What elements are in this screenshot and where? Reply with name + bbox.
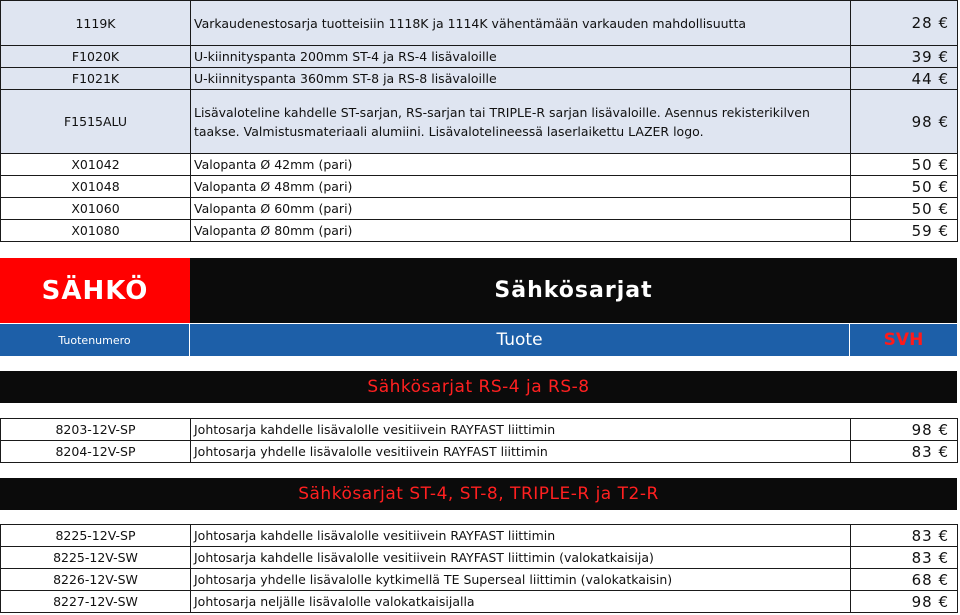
product-description: Johtosarja yhdelle lisävalolle kytkimellä TE Superseal liittimin (valokatkaisin) bbox=[191, 569, 851, 591]
product-description: Johtosarja yhdelle lisävalolle vesitiivein RAYFAST liittimin bbox=[191, 441, 851, 463]
column-header-row bbox=[0, 323, 957, 356]
product-description: Lisävaloteline kahdelle ST-sarjan, RS-sarjan tai TRIPLE-R sarjan lisävaloille. Asennus rekisterikilven taakse. Valmistusmateriaali alumiini. Lisävalotelineessä laserlaikettu LAZER logo. bbox=[191, 90, 851, 154]
product-price: 83 € bbox=[851, 547, 958, 569]
accessories-table bbox=[0, 0, 958, 242]
product-description: Valopanta Ø 48mm (pari) bbox=[191, 176, 851, 198]
product-code: 8203-12V-SP bbox=[1, 419, 191, 441]
section-table bbox=[0, 524, 958, 613]
product-code: X01080 bbox=[1, 220, 191, 242]
category-banner bbox=[0, 258, 957, 356]
product-code: 8226-12V-SW bbox=[1, 569, 191, 591]
product-price: 83 € bbox=[851, 441, 958, 463]
product-code: 8204-12V-SP bbox=[1, 441, 191, 463]
product-description: Valopanta Ø 42mm (pari) bbox=[191, 154, 851, 176]
product-price: 39 € bbox=[851, 46, 958, 68]
table-row bbox=[1, 198, 958, 220]
table-row bbox=[1, 90, 958, 154]
category-label: SÄHKÖ bbox=[0, 258, 190, 323]
column-header-code: Tuotenumero bbox=[0, 324, 190, 356]
table-row bbox=[1, 547, 958, 569]
product-code: X01048 bbox=[1, 176, 191, 198]
product-code: X01060 bbox=[1, 198, 191, 220]
product-code: F1020K bbox=[1, 46, 191, 68]
product-price: 28 € bbox=[851, 1, 958, 46]
product-description: Johtosarja neljälle lisävalolle valokatkaisijalla bbox=[191, 591, 851, 613]
product-description: Varkaudenestosarja tuotteisiin 1118K ja 1114K vähentämään varkauden mahdollisuutta bbox=[191, 1, 851, 46]
product-price: 44 € bbox=[851, 68, 958, 90]
table-row bbox=[1, 1, 958, 46]
product-price: 98 € bbox=[851, 419, 958, 441]
product-description: Johtosarja kahdelle lisävalolle vesitiivein RAYFAST liittimin bbox=[191, 419, 851, 441]
product-price: 50 € bbox=[851, 198, 958, 220]
product-description: U-kiinnityspanta 200mm ST-4 ja RS-4 lisävaloille bbox=[191, 46, 851, 68]
table-row bbox=[1, 441, 958, 463]
table-row bbox=[1, 68, 958, 90]
table-row bbox=[1, 154, 958, 176]
table-row bbox=[1, 46, 958, 68]
product-price: 83 € bbox=[851, 525, 958, 547]
product-description: Johtosarja kahdelle lisävalolle vesitiivein RAYFAST liittimin (valokatkaisija) bbox=[191, 547, 851, 569]
product-price: 50 € bbox=[851, 176, 958, 198]
section-heading: Sähkösarjat ST-4, ST-8, TRIPLE-R ja T2-R bbox=[0, 478, 957, 510]
table-row bbox=[1, 419, 958, 441]
product-description: Valopanta Ø 80mm (pari) bbox=[191, 220, 851, 242]
table-row bbox=[1, 176, 958, 198]
product-code: 8225-12V-SW bbox=[1, 547, 191, 569]
category-title: Sähkösarjat bbox=[190, 258, 957, 323]
table-row bbox=[1, 525, 958, 547]
product-price: 98 € bbox=[851, 90, 958, 154]
product-code: X01042 bbox=[1, 154, 191, 176]
product-price: 68 € bbox=[851, 569, 958, 591]
product-code: F1021K bbox=[1, 68, 191, 90]
section-table bbox=[0, 418, 958, 463]
column-header-price: SVH bbox=[883, 330, 924, 350]
product-code: 8225-12V-SP bbox=[1, 525, 191, 547]
product-price: 98 € bbox=[851, 591, 958, 613]
table-row bbox=[1, 220, 958, 242]
product-code: 8227-12V-SW bbox=[1, 591, 191, 613]
product-description: Valopanta Ø 60mm (pari) bbox=[191, 198, 851, 220]
section-heading: Sähkösarjat RS-4 ja RS-8 bbox=[0, 371, 957, 403]
product-description: Johtosarja kahdelle lisävalolle vesitiivein RAYFAST liittimin bbox=[191, 525, 851, 547]
column-header-product: Tuote bbox=[190, 324, 850, 356]
product-price: 50 € bbox=[851, 154, 958, 176]
product-code: 1119K bbox=[1, 1, 191, 46]
product-description: U-kiinnityspanta 360mm ST-8 ja RS-8 lisävaloille bbox=[191, 68, 851, 90]
product-code: F1515ALU bbox=[1, 90, 191, 154]
table-row bbox=[1, 569, 958, 591]
table-row bbox=[1, 591, 958, 613]
product-price: 59 € bbox=[851, 220, 958, 242]
